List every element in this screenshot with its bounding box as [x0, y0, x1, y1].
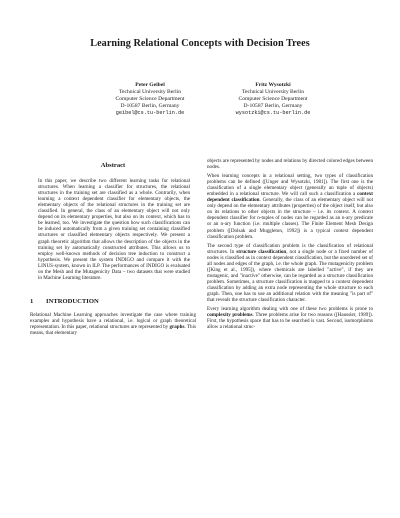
- author-name: Fritz Wysotzki: [255, 82, 291, 88]
- bold-term: structure classification: [236, 248, 287, 255]
- bold-term: graphs: [169, 323, 185, 330]
- text-run: When learning concepts in a relational setting, two types of classification problems can be defined ([Unger and Wysotzki, 1981]). The first one is the classification of a single elementary object (generally an tuple of objects) embedded in a relational structure. We will call such a classification a: [207, 173, 373, 198]
- author-affiliation: Technical University Berlin: [241, 89, 305, 95]
- author-address: D-10587 Berlin, Germany: [243, 103, 303, 109]
- author-department: Computer Science Department: [115, 96, 185, 102]
- abstract-heading: Abstract: [100, 162, 126, 169]
- text-run: . Generally, the class of an elementary object will not only depend on the elementary attributes (properties) of the object itself, but also on its relations to other objects in the structure – i.e. its context. A context dependent classifier for n-tuples of nodes can be regarded as an n-ary predicate or an n-ary function (i.e. multiple classes). The Finite Element Mesh Design problem ([Dolsak and Muggleton, 1992]) is a typical context dependent classification problem.: [207, 197, 373, 240]
- body-paragraph: [207, 243, 373, 303]
- author-block-2: [198, 82, 348, 117]
- intro-paragraph: [30, 312, 196, 336]
- abstract-text: In this paper, we describe two different learning tasks for relational structures. When learning a classifier for structures, the relational structures in the training set are classified as a whole. Contrarily, when learning a context dependent classifier for elementary objects, the elementary objects of the relational structures in the training set are classified. In general, the class of an elementary object will not only depend on its elementary properties, but also on its context, which has to be learned, too. We investigate the question how such classifications can be induced automatically from a given training set containing classified structures or classified elementary objects respectively. We present a graph theoretic algorithm that allows the description of the objects in the training set by automatically constructed attributes. This allows us to employ well-known methods of decision tree induction to construct a hypothesis. We present the system INDIGO and compare it with the LINUS-system, known in ILP. The performances of INDIGO is evaluated on the Mesh and the Mutagenicity Data – two datasets that were studied in Machine Learning literature.: [38, 178, 190, 281]
- body-paragraph: objects are represented by nodes and relations by directed colored edges between nodes.: [207, 158, 373, 171]
- paper-title: Learning Relational Concepts with Decision Trees: [90, 38, 310, 49]
- author-name: Peter Geibel: [135, 82, 165, 88]
- text-run: , not a single node or a fixed number of nodes is classified as in context dependent classification, but the unordered set of all nodes and edges of the graph, i.e. the whole graph. The mutagenicity problem ([King et al., 1995]), where chemicals are labelled "active", if they are mutagenic, and "inactive" otherwise, can be regarded as a structure classification problem. Sometimes, a structure classification is mapped to a context dependent classification by adding an extra node representing the whole structure to each graph. Then, one has to use an additional relation with the meaning "is part of" that reveals the structure classification character.: [207, 248, 373, 304]
- author-affiliation: Technical University Berlin: [118, 89, 182, 95]
- text-run: The second type of classification problem is the classification of relational structures. In: [207, 242, 373, 255]
- text-run: . This means, that elementary: [30, 323, 196, 337]
- text-run: . Three problems arise for two reasons ([Haussler, 1989]). First, the hypothesis space that has to be searched is vast. Second, isomorphisms allow a relational struc-: [207, 312, 373, 331]
- author-address: D-10587 Berlin, Germany: [120, 103, 180, 109]
- section-heading: [30, 299, 196, 305]
- bold-term: complexity problems: [207, 312, 253, 319]
- body-paragraph: [207, 306, 373, 330]
- text-run: Every learning algorithm dealing with one of these two problems is prone to: [207, 306, 373, 313]
- bold-term: context dependent classification: [207, 191, 373, 204]
- body-paragraph: [207, 173, 373, 240]
- author-email: geibel@cs.tu-berlin.de: [115, 110, 185, 116]
- section-number: 1: [30, 297, 34, 305]
- right-column: [207, 158, 373, 333]
- left-column: [30, 163, 196, 339]
- author-department: Computer Science Department: [238, 96, 308, 102]
- text-run: Relational Machine Learning approaches investigate the case where training examples and hypothesis have a relational, i.e. logical or graph theoretical representation. In this paper, relational structures are represented by: [30, 311, 196, 330]
- author-email: wysotzki@cs.tu-berlin.de: [235, 110, 311, 116]
- section-title: INTRODUCTION: [46, 297, 99, 305]
